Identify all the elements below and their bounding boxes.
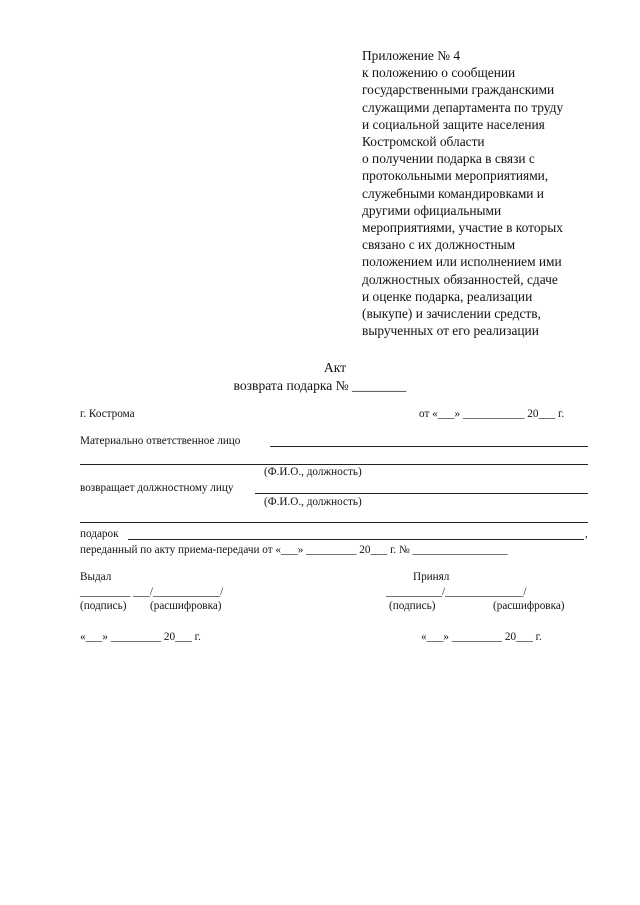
fio-caption: (Ф.И.О., должность) xyxy=(264,496,362,508)
appendix-line: вырученных от его реализации xyxy=(362,323,539,339)
issued-date[interactable]: «___» _________ 20___ г. xyxy=(80,631,201,643)
act-title: Акт xyxy=(323,360,347,375)
appendix-line: государственными гражданскими xyxy=(362,82,555,98)
appendix-block xyxy=(362,47,588,339)
gift-field-line-1[interactable] xyxy=(80,522,588,523)
received-date[interactable]: «___» _________ 20___ г. xyxy=(421,631,542,643)
appendix-line: о получении подарка в связи с xyxy=(362,151,535,167)
official-field[interactable] xyxy=(255,493,588,494)
appendix-line: и социальной защите населения xyxy=(362,116,545,132)
appendix-line: (выкупе) и зачислении средств, xyxy=(362,306,541,322)
gift-field-line-2[interactable] xyxy=(128,539,584,540)
date-field[interactable]: от «___» ___________ 20___ г. xyxy=(419,408,565,420)
appendix-line: служащими департамента по труду xyxy=(362,99,564,115)
issued-label: Выдал xyxy=(80,571,112,583)
appendix-line: должностных обязанностей, сдаче xyxy=(362,271,558,287)
appendix-line: протокольными мероприятиями, xyxy=(362,168,549,184)
appendix-line: Костромской области xyxy=(362,134,485,150)
gift-label: подарок xyxy=(80,528,119,540)
appendix-heading: Приложение № 4 xyxy=(362,48,461,63)
transfer-line: переданный по акту приема-передачи от «___» _________ 20___ г. № _________________ xyxy=(80,544,508,556)
appendix-line: связано с их должностным xyxy=(362,237,516,253)
responsible-field[interactable] xyxy=(270,446,588,447)
appendix-line: служебными командировками и xyxy=(362,185,544,201)
appendix-line: положением или исполнением ими xyxy=(362,254,562,270)
act-subtitle: возврата подарка № ________ xyxy=(233,378,407,393)
issued-signature-caption: (подпись) xyxy=(80,600,127,612)
returns-label: возвращает должностному лицу xyxy=(80,482,234,494)
received-signature-line[interactable]: __________/______________/ xyxy=(386,586,527,598)
fio-caption: (Ф.И.О., должность) xyxy=(264,466,362,478)
appendix-line: и оценке подарка, реализации xyxy=(362,288,533,304)
appendix-line: другими официальными xyxy=(362,202,502,218)
appendix-line: к положению о сообщении xyxy=(362,65,516,81)
issued-signature-line[interactable]: _________ ___/____________/ xyxy=(80,586,224,598)
received-label: Принял xyxy=(413,571,450,583)
received-signature-caption: (подпись) xyxy=(389,600,436,612)
issued-decode-caption: (расшифровка) xyxy=(150,600,222,612)
city-label: г. Кострома xyxy=(80,408,135,420)
appendix-line: мероприятиями, участие в которых xyxy=(362,220,563,236)
responsible-label: Материально ответственное лицо xyxy=(80,435,241,447)
gift-line-end: , xyxy=(585,528,588,540)
received-decode-caption: (расшифровка) xyxy=(493,600,565,612)
